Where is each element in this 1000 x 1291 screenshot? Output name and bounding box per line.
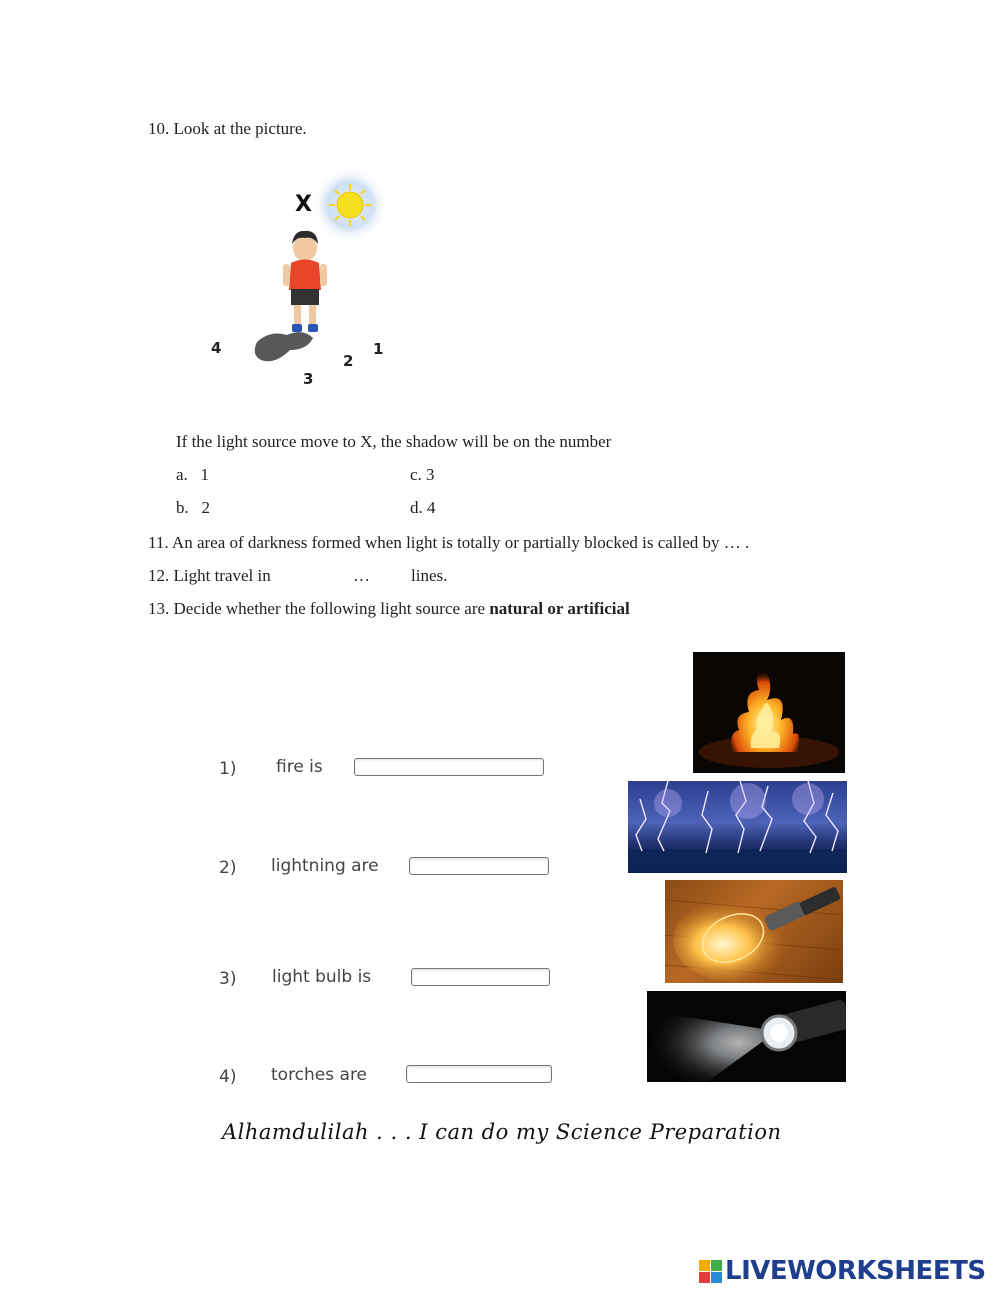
boy-figure bbox=[283, 231, 327, 332]
closing-message: Alhamdulilah . . . I can do my Science Preparation bbox=[222, 1120, 782, 1144]
item-3-label: light bulb is bbox=[272, 967, 372, 987]
fire-answer-input[interactable] bbox=[354, 758, 544, 776]
sun-label-x: X bbox=[295, 192, 312, 217]
torch-answer-input[interactable] bbox=[406, 1065, 552, 1083]
item-3-number: 3) bbox=[219, 969, 237, 989]
boy-sun-illustration bbox=[195, 170, 405, 400]
position-3-label: 3 bbox=[303, 370, 314, 388]
fire-image bbox=[693, 652, 845, 773]
light-bulb-image bbox=[665, 880, 843, 983]
position-1-label: 1 bbox=[373, 340, 384, 358]
brand-grid-icon bbox=[699, 1260, 722, 1283]
lightning-image bbox=[628, 781, 847, 873]
q12-end: lines. bbox=[411, 566, 448, 585]
item-1-number: 1) bbox=[219, 759, 237, 779]
lightning-answer-input[interactable] bbox=[409, 857, 549, 875]
torch-image bbox=[647, 991, 846, 1082]
position-4-label: 4 bbox=[211, 339, 222, 357]
item-4-number: 4) bbox=[219, 1067, 237, 1087]
position-2-label: 2 bbox=[343, 352, 354, 370]
q13-bold-text: natural or artificial bbox=[489, 599, 630, 618]
light-bulb-answer-input[interactable] bbox=[411, 968, 550, 986]
option-c: c. 3 bbox=[410, 465, 435, 484]
item-2-label: lightning are bbox=[271, 856, 379, 876]
q13-text: 13. Decide whether the following light source are natural or artificial bbox=[148, 599, 630, 618]
item-2-number: 2) bbox=[219, 858, 237, 878]
option-a: a. 1 bbox=[176, 465, 210, 484]
option-b: b. 2 bbox=[176, 498, 210, 517]
q11-text: 11. An area of darkness formed when light is totally or partially blocked is called by … . bbox=[148, 533, 750, 552]
q10-title: 10. Look at the picture. bbox=[148, 119, 307, 138]
brand-text: LIVEWORKSHEETS bbox=[725, 1256, 986, 1286]
shadow-shape bbox=[255, 332, 313, 361]
q12-blank: … bbox=[353, 566, 370, 585]
brand-logo bbox=[699, 1256, 986, 1286]
item-1-label: fire is bbox=[276, 757, 323, 777]
q10-prompt: If the light source move to X, the shadow will be on the number bbox=[176, 432, 612, 451]
item-4-label: torches are bbox=[271, 1065, 368, 1085]
q12-start: 12. Light travel in bbox=[148, 566, 271, 585]
shadow-figure bbox=[195, 170, 405, 400]
option-d: d. 4 bbox=[410, 498, 436, 517]
